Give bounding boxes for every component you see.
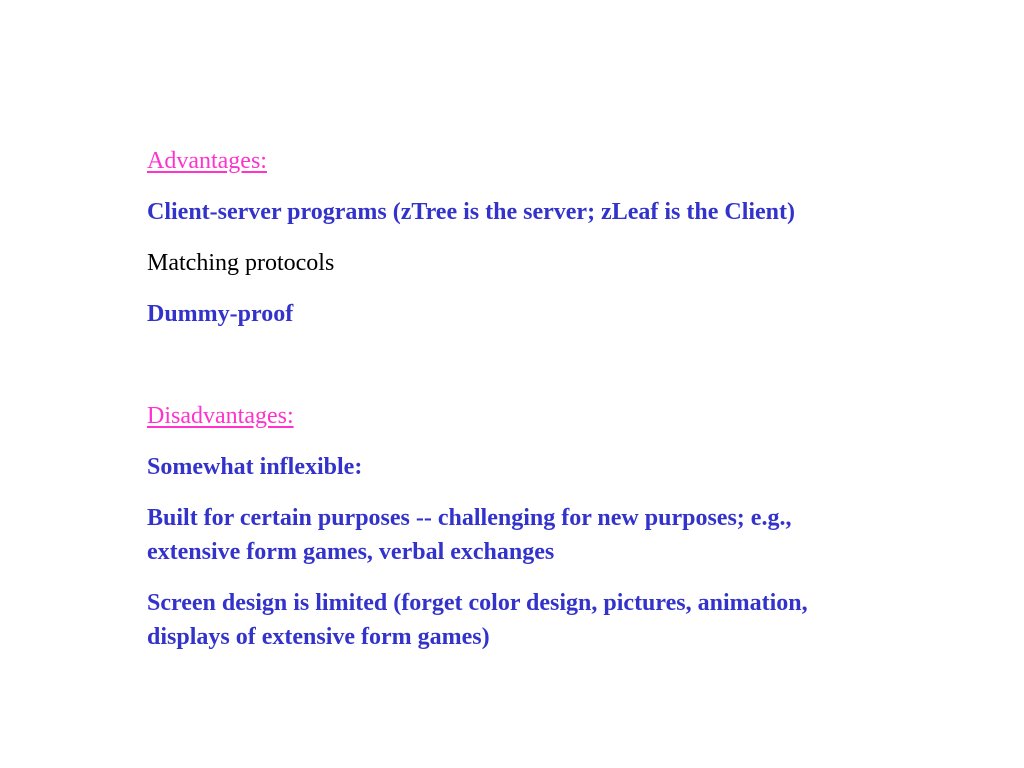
advantage-matching-protocols: Matching protocols [147, 250, 335, 276]
slide-content [147, 144, 847, 671]
advantage-dummy-proof: Dummy-proof [147, 301, 294, 327]
disadvantages-heading: Disadvantages: [147, 403, 294, 429]
section-spacer [147, 348, 847, 399]
advantages-heading: Advantages: [147, 148, 267, 174]
disadvantage-inflexible: Somewhat inflexible: [147, 454, 363, 480]
disadvantage-screen-design: Screen design is limited (forget color design, pictures, animation, displays of extensive form games) [147, 590, 808, 650]
advantage-client-server: Client-server programs (zTree is the server; zLeaf is the Client) [147, 199, 796, 225]
disadvantage-certain-purposes: Built for certain purposes -- challenging for new purposes; e.g., extensive form games, verbal exchanges [147, 505, 792, 565]
